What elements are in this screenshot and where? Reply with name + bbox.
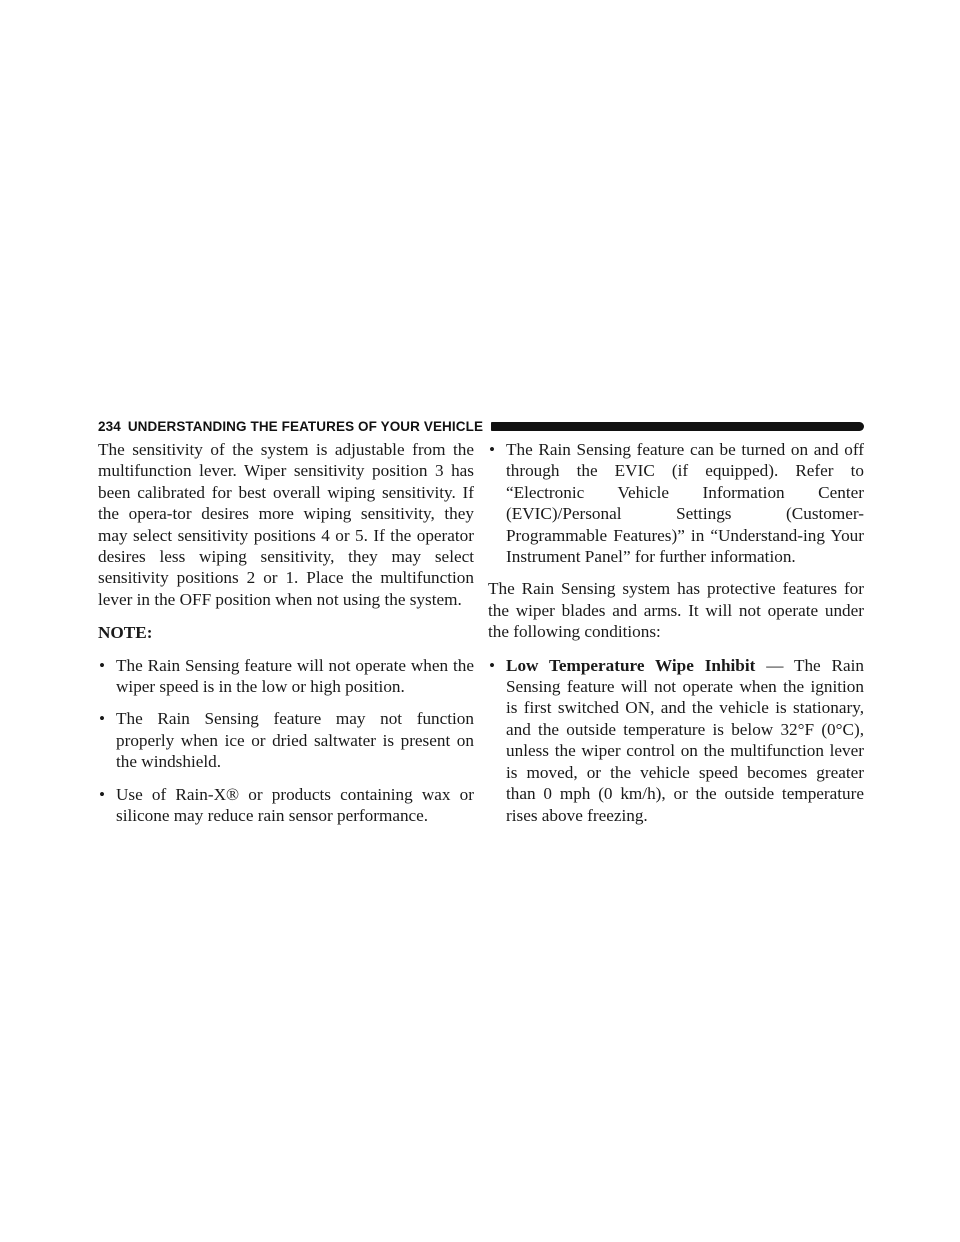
protective-paragraph: The Rain Sensing system has protective features for the wiper blades and arms. It will not operate under the following conditions: [488,579,864,642]
list-item [98,655,474,698]
bullet-icon: • [99,784,106,804]
list-item-text: The Rain Sensing feature can be turned on and off through the EVIC (if equipped). Refer to “Electronic Vehicle Information Center (EVIC)/Personal Settings (Customer-Programmable Features)” in “Understand-ing Your Instrument Panel” for further information. [506,440,864,567]
bullet-icon: • [489,655,496,675]
note-label: NOTE: [98,623,153,643]
sensitivity-paragraph: The sensitivity of the system is adjustable from the multifunction lever. Wiper sensitivity position 3 has been calibrated for best overall wiping sensitivity. If the opera-tor desires more wiping sensitivity, they may select sensitivity positions 4 or 5. If the operator desires less wiping sensitivity, they may select sensitivity positions 2 or 1. Place the multifunction lever in the OFF position when not using the system. [98,440,474,609]
bullet-icon: • [489,440,496,459]
section-title: UNDERSTANDING THE FEATURES OF YOUR VEHICLE [127,418,484,434]
evic-list [488,439,864,567]
header-text [98,419,483,434]
feature-term: Low Temperature Wipe Inhibit [506,655,756,675]
page-number: 234 [98,418,121,434]
left-column [98,439,474,838]
right-column [488,439,864,837]
list-item [98,784,474,827]
list-item-text: The Rain Sensing feature will not operate when the wiper speed is in the low or high position. [116,655,474,697]
condition-list [488,655,864,826]
list-item [488,655,864,826]
list-item-text: The Rain Sensing feature may not function properly when ice or dried saltwater is present on the windshield. [116,709,474,772]
list-item-text: Use of Rain-X® or products containing wax or silicone may reduce rain sensor performance. [116,784,474,826]
header-rule [491,422,864,431]
bullet-icon: • [99,709,106,729]
page-header [98,417,864,435]
feature-description: — The Rain Sensing feature will not operate when the ignition is first switched ON, and the vehicle is stationary, and the outside temperature is below 32°F (0°C), unless the wiper control on the multifunction lever is moved, or the vehicle speed becomes greater than 0 mph (0 km/h), or the outside temperature rises above freezing. [506,655,864,825]
list-item [98,708,474,772]
note-list [98,655,474,827]
bullet-icon: • [99,655,106,675]
list-item [488,439,864,567]
